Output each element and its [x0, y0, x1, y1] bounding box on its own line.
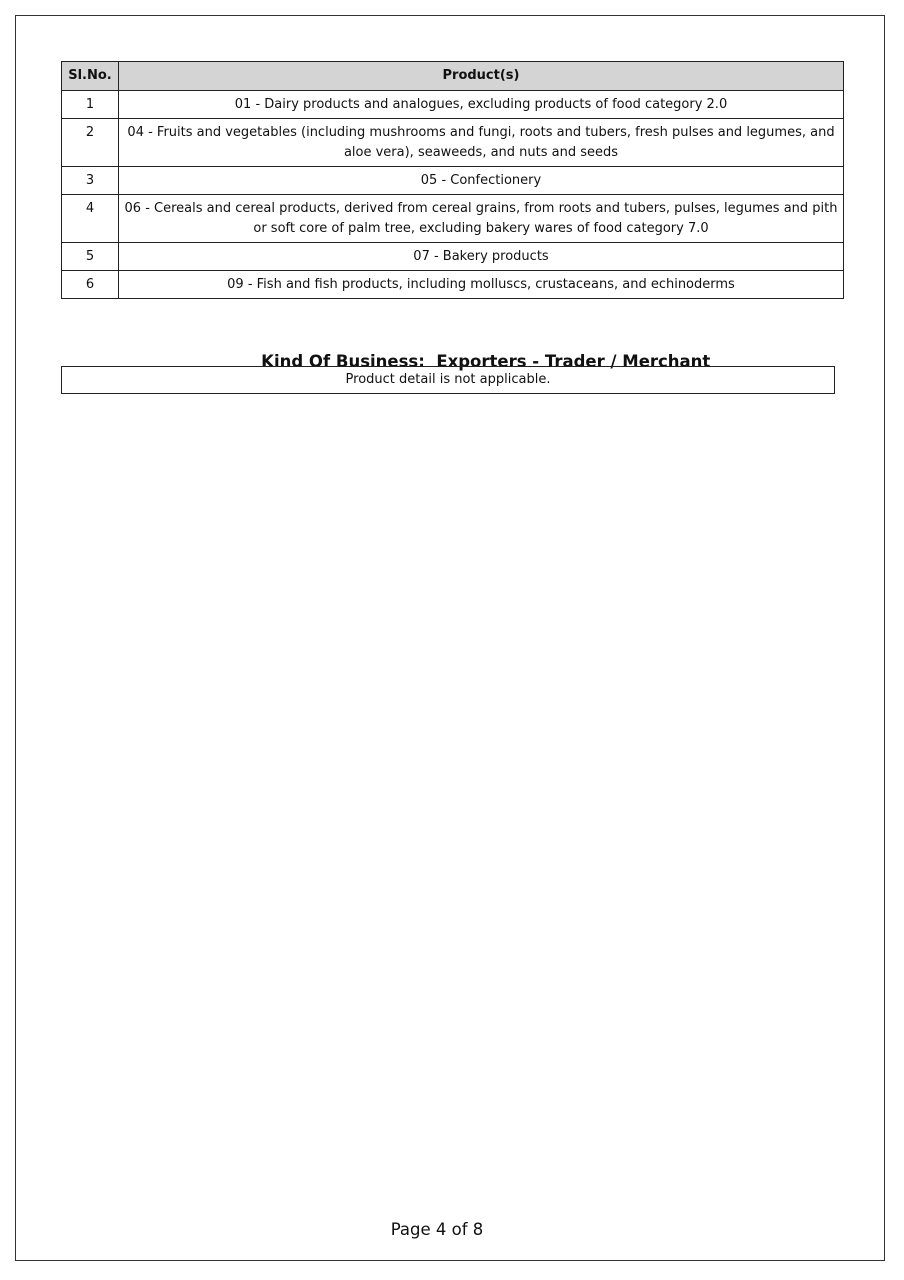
- sl-no-cell: 3: [62, 167, 119, 195]
- table-row: [62, 243, 844, 271]
- table-row: [62, 271, 844, 299]
- page-number: Page 4 of 8: [390, 1220, 484, 1239]
- product-detail-note: Product detail is not applicable.: [61, 366, 835, 394]
- products-header: Product(s): [119, 62, 844, 91]
- product-cell: 09 - Fish and fish products, including molluscs, crustaceans, and echinoderms: [119, 271, 844, 299]
- table-row: [62, 167, 844, 195]
- kind-of-business-heading: Kind Of Business: Exporters - Trader / Merchant: [261, 352, 711, 371]
- sl-no-cell: 6: [62, 271, 119, 299]
- product-cell: 04 - Fruits and vegetables (including mushrooms and fungi, roots and tubers, fresh pulses and legumes, and aloe vera), seaweeds, and nuts and seeds: [119, 119, 844, 167]
- product-cell: 07 - Bakery products: [119, 243, 844, 271]
- sl-no-header: Sl.No.: [62, 62, 119, 91]
- table-row: [62, 91, 844, 119]
- product-cell: 05 - Confectionery: [119, 167, 844, 195]
- table-row: [62, 195, 844, 243]
- sl-no-cell: 5: [62, 243, 119, 271]
- table-header-row: [62, 62, 844, 91]
- products-table: [61, 61, 844, 299]
- sl-no-cell: 4: [62, 195, 119, 243]
- product-cell: 01 - Dairy products and analogues, excluding products of food category 2.0: [119, 91, 844, 119]
- sl-no-cell: 1: [62, 91, 119, 119]
- sl-no-cell: 2: [62, 119, 119, 167]
- table-row: [62, 119, 844, 167]
- product-cell: 06 - Cereals and cereal products, derived from cereal grains, from roots and tubers, pulses, legumes and pith or soft core of palm tree, excluding bakery wares of food category 7.0: [119, 195, 844, 243]
